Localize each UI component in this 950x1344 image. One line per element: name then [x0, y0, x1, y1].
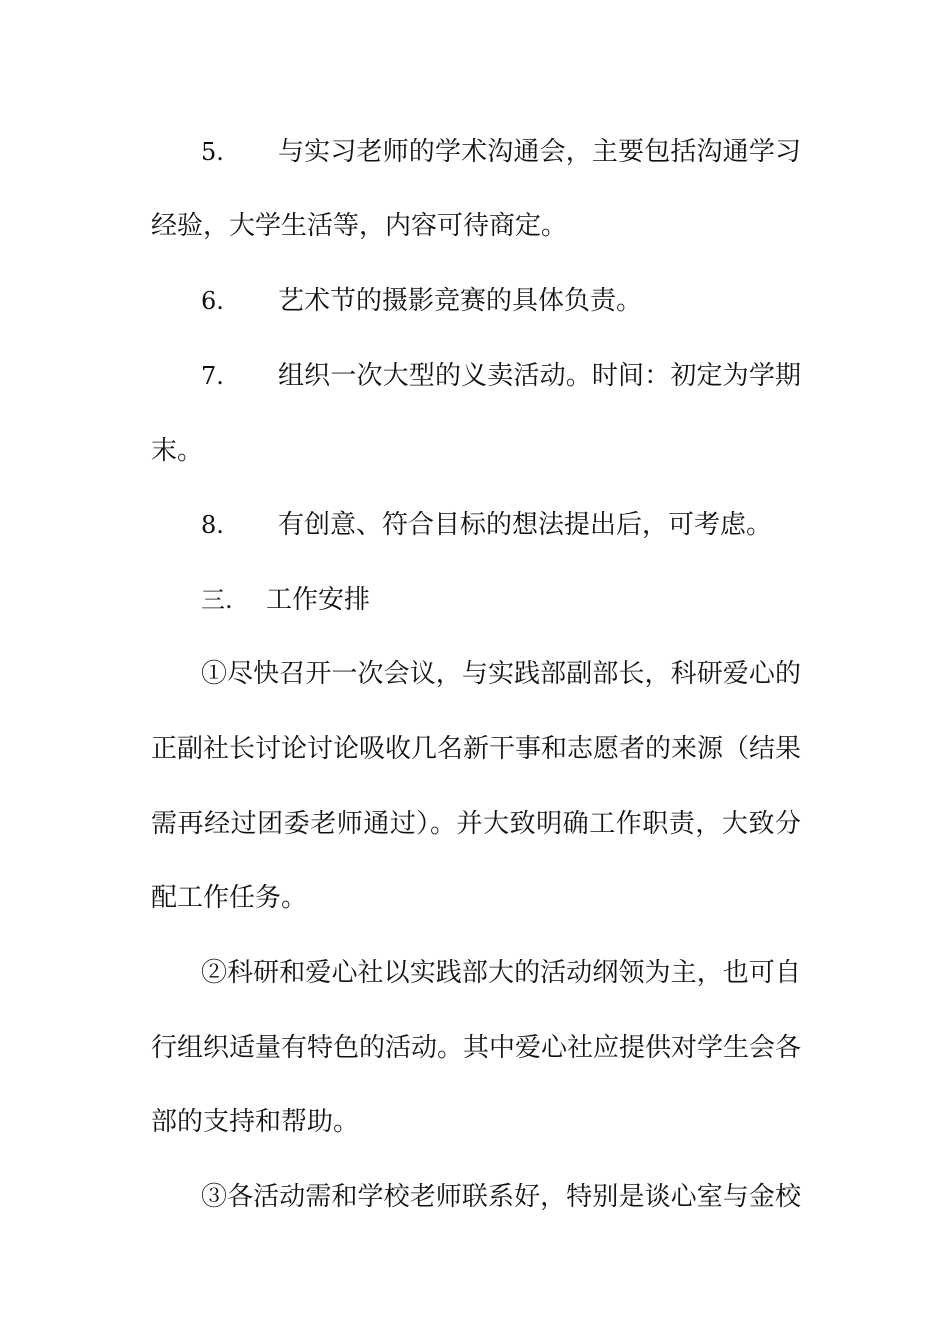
section-title: 工作安排 [266, 585, 371, 615]
item-text: 有创意、符合目标的想法提出后，可考虑。 [278, 510, 773, 540]
paragraph-line: ①尽快召开一次会议，与实践部副部长，科研爱心的 [201, 659, 801, 689]
item-continuation: 经验，大学生活等，内容可待商定。 [151, 211, 568, 241]
item-number: 6. [201, 287, 224, 315]
paragraph-line: ②科研和爱心社以实践部大的活动纲领为主，也可自 [201, 958, 801, 988]
item-text: 艺术节的摄影竞赛的具体负责。 [278, 286, 643, 316]
section-number: 三. [201, 586, 233, 614]
paragraph-line: ③各活动需和学校老师联系好，特别是谈心室与金校 [201, 1182, 801, 1212]
item-number: 7. [201, 362, 224, 390]
item-text: 组织一次大型的义卖活动。时间：初定为学期 [278, 361, 801, 391]
paragraph-line: 需再经过团委老师通过）。并大致明确工作职责，大致分 [151, 809, 801, 839]
item-number: 8. [201, 511, 224, 539]
paragraph-line: 正副社长讨论讨论吸收几名新干事和志愿者的来源（结果 [151, 734, 801, 764]
item-continuation: 末。 [151, 436, 204, 466]
paragraph-line: 部的支持和帮助。 [151, 1107, 360, 1137]
item-number: 5. [201, 138, 224, 166]
paragraph-line: 配工作任务。 [151, 883, 308, 913]
item-text: 与实习老师的学术沟通会，主要包括沟通学习 [278, 137, 801, 167]
paragraph-line: 行组织适量有特色的活动。其中爱心社应提供对学生会各 [151, 1033, 801, 1063]
